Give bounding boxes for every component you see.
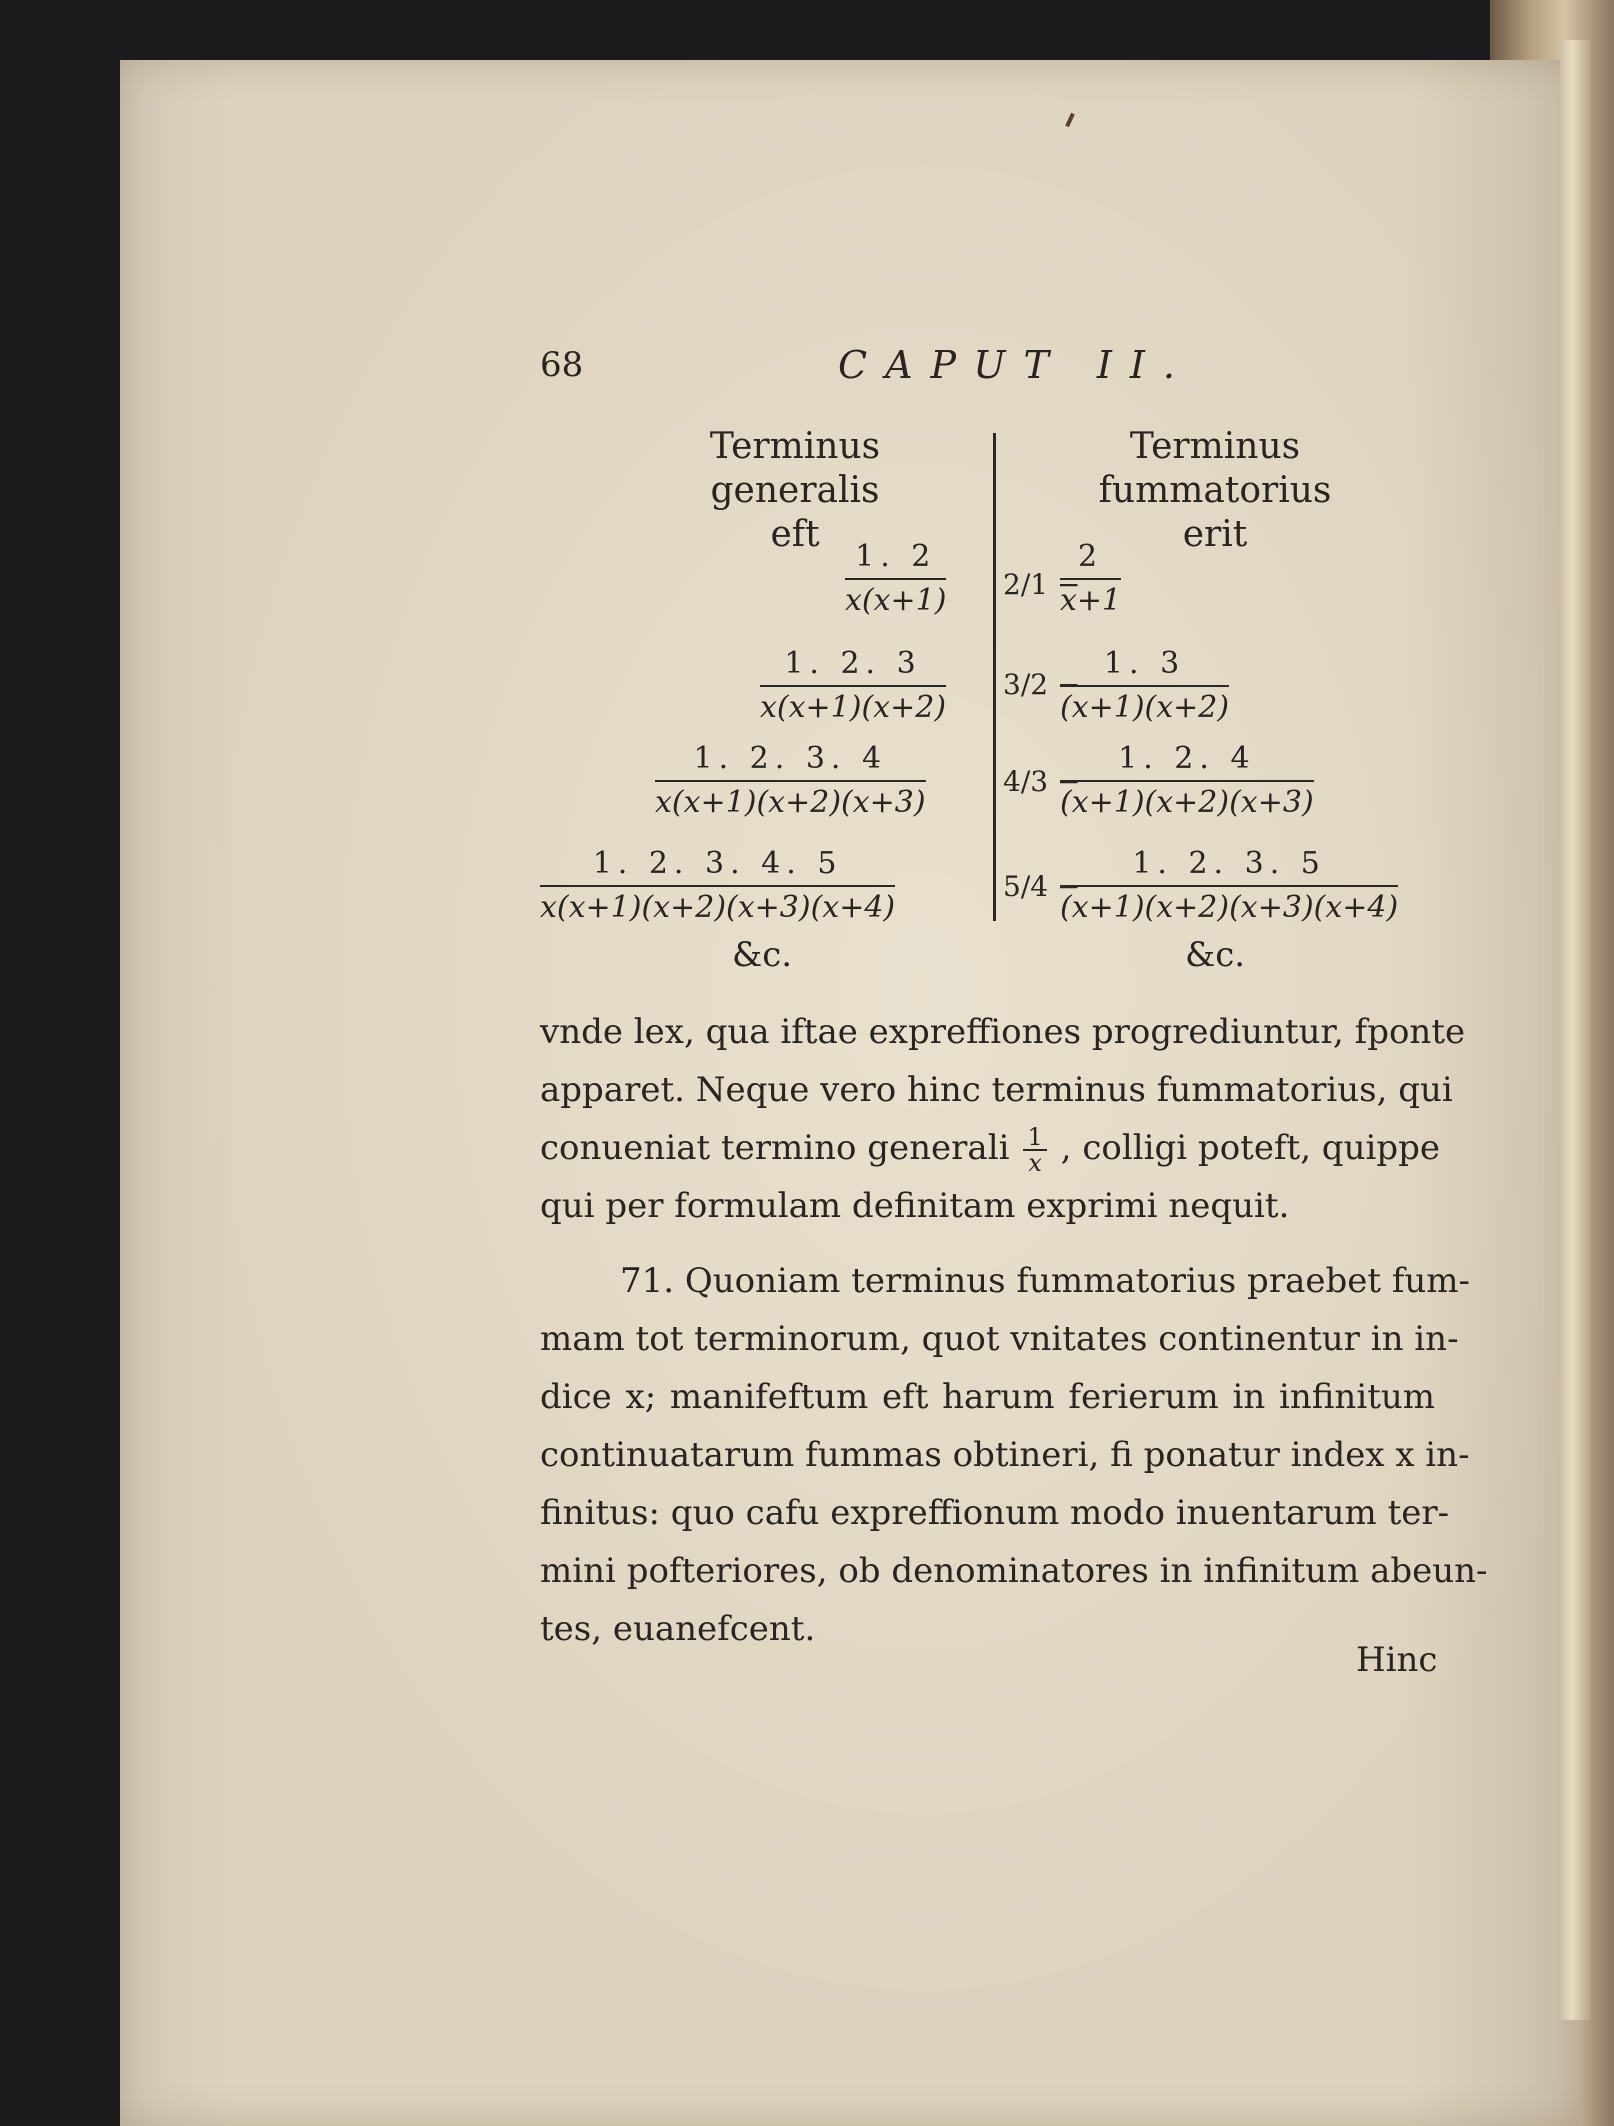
- paragraph-2-line-2: mam tot terminorum, quot vnitates continentur in in-: [540, 1319, 1459, 1359]
- general-term-1-numerator: 1. 2: [845, 538, 946, 580]
- general-term-3: [655, 740, 926, 822]
- inline-fraction: [1023, 1125, 1046, 1175]
- left-header-line-2: eft: [770, 514, 820, 555]
- general-term-1: [845, 538, 946, 620]
- paragraph-2-line-5: finitus: quo cafu expreffionum modo inuentarum ter-: [540, 1493, 1450, 1533]
- paragraph-2-line-6: mini pofteriores, ob denominatores in infinitum abeun-: [540, 1551, 1488, 1591]
- paragraph-2-line-1: 71. Quoniam terminus fummatorius praebet fum-: [620, 1261, 1471, 1301]
- column-divider: [993, 433, 996, 921]
- summatory-prefix-3: 4/3 −: [1003, 765, 1081, 798]
- paragraph-1-line-3: [540, 1119, 1440, 1177]
- general-term-2-denominator: x(x+1)(x+2): [760, 690, 947, 725]
- left-header-line-1: Terminus generalis: [709, 426, 881, 511]
- catchword: Hinc: [1356, 1640, 1438, 1680]
- summatory-term-3: [1060, 740, 1314, 822]
- summatory-term-1-numerator: 2: [1060, 538, 1121, 580]
- summatory-prefix-1: 2/1 −: [1003, 568, 1081, 601]
- general-term-3-denominator: x(x+1)(x+2)(x+3): [655, 785, 926, 820]
- general-term-4-numerator: 1. 2. 3. 4. 5: [540, 845, 895, 887]
- summatory-prefix-2: 3/2 −: [1003, 668, 1081, 701]
- paragraph-1: [540, 1003, 1466, 1235]
- general-term-1-denominator: x(x+1): [845, 583, 947, 618]
- inline-fraction-numerator: 1: [1023, 1125, 1046, 1151]
- general-term-3-numerator: 1. 2. 3. 4: [655, 740, 926, 782]
- right-etc: &c.: [1185, 935, 1246, 975]
- page-edge: [1560, 40, 1590, 2020]
- summatory-term-1-denominator: x+1: [1060, 583, 1122, 618]
- general-term-2-numerator: 1. 2. 3: [760, 645, 946, 687]
- general-term-4: [540, 845, 895, 927]
- running-head: CAPUT II.: [838, 343, 1193, 387]
- general-term-2: [760, 645, 946, 727]
- summatory-term-2: [1060, 645, 1229, 727]
- summatory-term-4-denominator: (x+1)(x+2)(x+3)(x+4): [1060, 890, 1399, 925]
- left-etc: &c.: [732, 935, 793, 975]
- paragraph-1-line-3-text: conueniat termino generali: [540, 1128, 1010, 1168]
- summatory-term-2-denominator: (x+1)(x+2): [1060, 690, 1230, 725]
- paragraph-1-line-3-rest: , colligi poteft, quippe: [1060, 1128, 1440, 1168]
- inline-fraction-denominator: x: [1028, 1149, 1042, 1177]
- summatory-term-2-numerator: 1. 3: [1060, 645, 1229, 687]
- right-header-line-1: Terminus fummatorius: [1098, 426, 1332, 511]
- summatory-prefix-4: 5/4 −: [1003, 870, 1081, 903]
- paragraph-1-line-2: apparet. Neque vero hinc terminus fummatorius, qui: [540, 1070, 1453, 1110]
- general-term-4-denominator: x(x+1)(x+2)(x+3)(x+4): [540, 890, 896, 925]
- paragraph-2-line-7: tes, euanefcent.: [540, 1609, 816, 1649]
- paragraph-2-line-4: continuatarum fummas obtineri, fi ponatur index x in-: [540, 1435, 1470, 1475]
- summatory-term-3-denominator: (x+1)(x+2)(x+3): [1060, 785, 1314, 820]
- paragraph-1-line-1: vnde lex, qua iftae expreffiones progrediuntur, fponte: [540, 1012, 1466, 1052]
- paragraph-2: [540, 1252, 1488, 1658]
- summatory-term-4-numerator: 1. 2. 3. 5: [1060, 845, 1398, 887]
- paragraph-2-line-3: dice x; manifeftum eft harum ferierum in infinitum: [540, 1377, 1435, 1417]
- summatory-term-3-numerator: 1. 2. 4: [1060, 740, 1314, 782]
- summatory-term-1: [1060, 538, 1121, 620]
- page-number: 68: [540, 345, 584, 385]
- summatory-term-4: [1060, 845, 1398, 927]
- paragraph-1-line-4: qui per formulam definitam exprimi nequit.: [540, 1186, 1290, 1226]
- right-header-line-2: erit: [1182, 514, 1248, 555]
